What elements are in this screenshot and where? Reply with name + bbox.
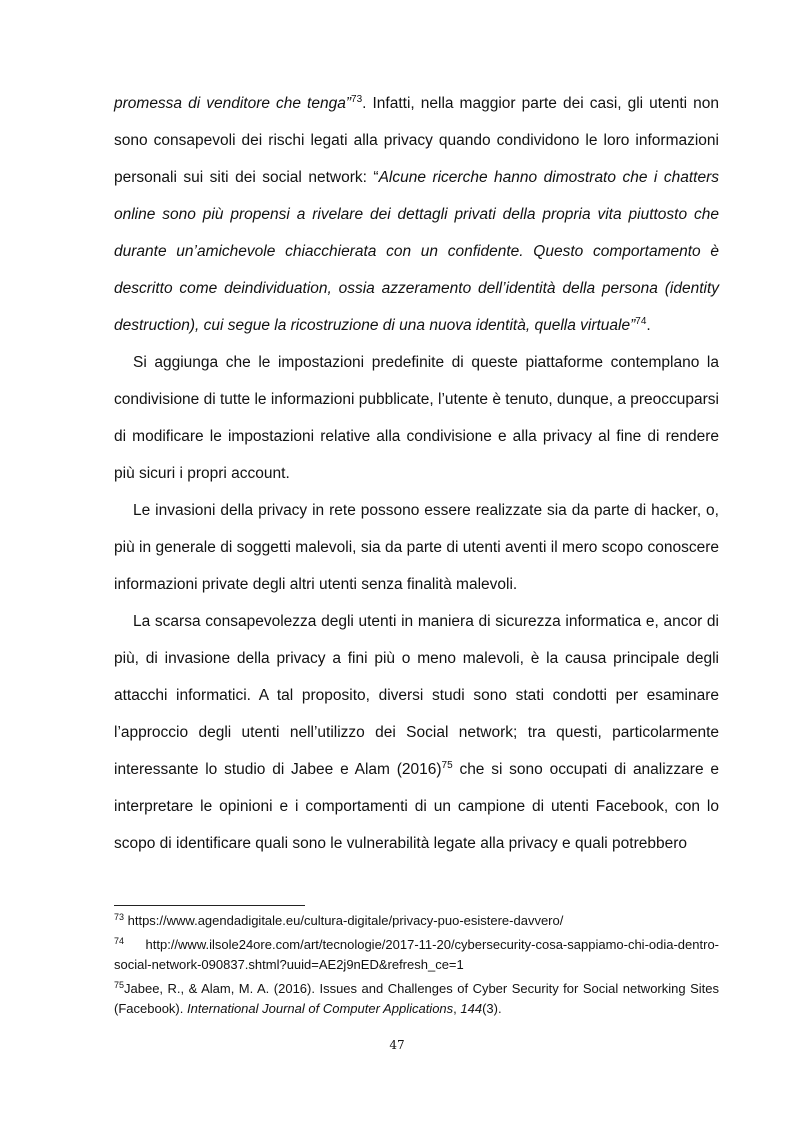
body-text (114, 85, 719, 862)
footnote-ref-75[interactable]: 75 (441, 760, 453, 771)
journal-title: International Journal of Computer Applications (186, 1001, 454, 1016)
quote-end-italic: promessa di venditore che tenga” (114, 95, 352, 112)
footnote-75: $^{75}$Jabee, R., & Alam, M. A. (2016). Issues and Challenges of Cyber Security for Social networking Sites (Facebook). International Journal of Computer Applications, 144(3). (114, 980, 719, 1016)
paragraph-2: Si aggiunga che le impostazioni predefinite di queste piattaforme contemplano la condivisione di tutte le informazioni pubblicate, l’utente è tenuto, dunque, a preoccuparsi di modificare le impostazioni relative alla condivisione e alla privacy al fine di rendere più sicuri i propri account. (114, 354, 719, 482)
footnote-ref-74[interactable]: 74 (635, 316, 647, 327)
paragraph-3: Le invasioni della privacy in rete possono essere realizzate sia da parte di hacker, o, più in generale di soggetti malevoli, sia da parte di utenti aventi il mero scopo conoscere informazioni private degli altri utenti senza finalità malevoli. (114, 502, 719, 593)
footnote-link[interactable]: https://www.agendadigitale.eu/cultura-digitale/privacy-puo-esistere-davvero/ (124, 913, 564, 928)
paragraph-4: La scarsa consapevolezza degli utenti in maniera di sicurezza informatica e, ancor di più, di invasione della privacy a fini più o meno malevoli, è la causa principale degli attacchi informatici. A tal proposito, diversi studi sono stati condotti per esaminare l’approccio degli utenti nell’utilizzo dei Social network; tra questi, particolarmente interessante lo studio di Jabee e Alam $(2016)^{75}$ che si sono occupati di analizzare e interpretare le opinioni e i comportamenti di un campione di utenti Facebook, con lo scopo di identificare quali sono le vulnerabilità legate alla privacy e quali potrebbero (114, 613, 719, 852)
paragraph-1: promessa di venditore che tenga”$^{73}$. Infatti, nella maggior parte dei casi, gli utenti non sono consapevoli dei rischi legati alla privacy quando condividono le loro informazioni personali sui siti dei social network: “Alcune ricerche hanno dimostrato che i chatters online sono più propensi a rivelare dei dettagli privati della propria vita piuttosto che durante un’amichevole chiacchierata con un confidente. Questo comportamento è descritto come deindividuation, ossia azzeramento dell’identità della persona (identity destruction), cui segue la ricostruzione di una nuova identità, quella virtuale”$^{74}$. (114, 94, 719, 334)
footnote-link[interactable]: http://www.ilsole24ore.com/art/tecnologie/2017-11-20/cybersecurity-cosa-sappiamo-chi-odia-dentro-social-network-090837.shtml?uuid=AE2j9nED&refresh_ce=1 (114, 937, 719, 972)
footnotes (114, 911, 719, 1023)
footnote-ref-73[interactable]: 73 (351, 94, 363, 105)
footnote-separator (114, 905, 305, 906)
footnote-73: $^{73}$ https://www.agendadigitale.eu/cultura-digitale/privacy-puo-esistere-davvero/ (114, 912, 564, 928)
page-number: 47 (389, 1038, 405, 1052)
footnote-74: $^{74}$ http://www.ilsole24ore.com/art/tecnologie/2017-11-20/cybersecurity-cosa-sappiamo-chi-odia-dentro-social-network-090837.shtml?uuid=AE2j9nED&refresh_ce=1 (114, 936, 719, 972)
quote-italic: Alcune ricerche hanno dimostrato che i chatters online sono più propensi a rivelare dei dettagli privati della propria vita piuttosto che durante un’amichevole chiacchierata con un confidente. Questo comportamento è descritto come deindividuation, ossia azzeramento dell’identità della persona (identity destruction), cui segue la ricostruzione di una nuova identità, quella virtuale” (114, 169, 719, 334)
journal-volume: 144 (460, 1001, 483, 1016)
